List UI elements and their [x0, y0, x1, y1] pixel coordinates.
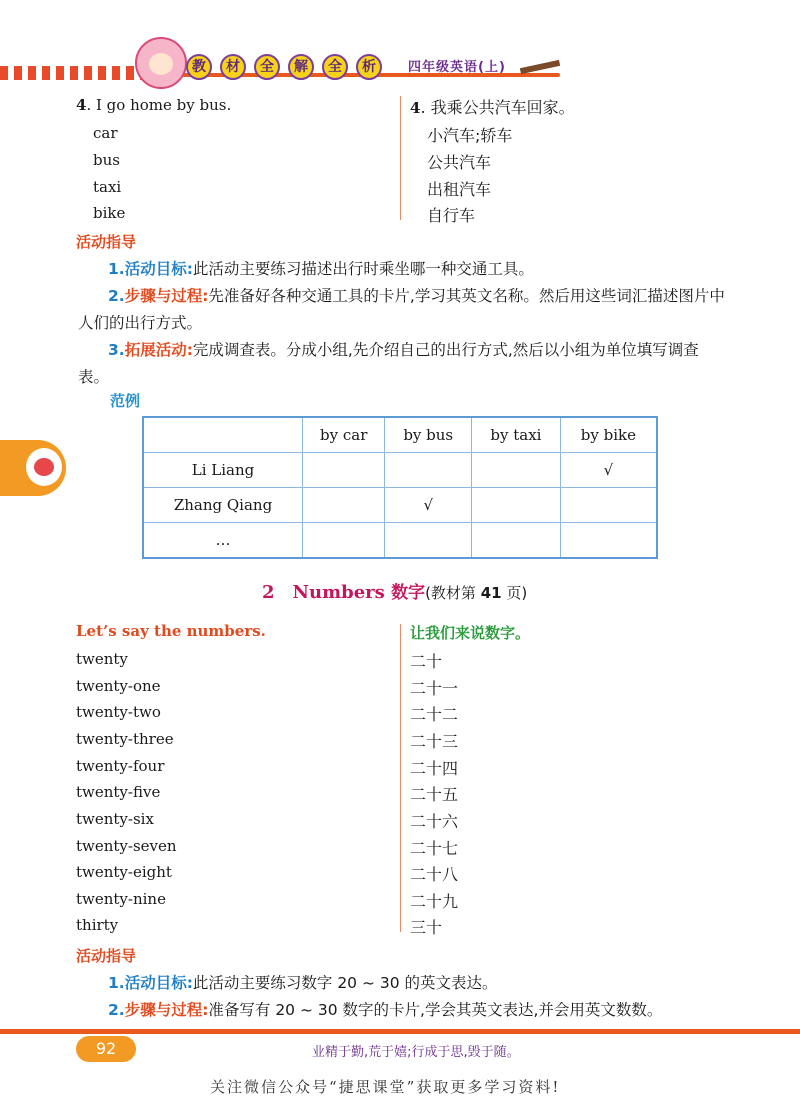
table-cell [472, 453, 561, 488]
activity-guide-heading: 活动指导 [76, 947, 137, 965]
number-en: twenty-five [76, 783, 161, 801]
table-cell: √ [385, 488, 472, 523]
number-en: twenty-eight [76, 863, 172, 881]
number-en: twenty-nine [76, 890, 166, 908]
guide-paragraph: 2.步骤与过程:准备写有 20 ~ 30 数字的卡片,学会其英文表达,并会用英文数数。 [108, 1001, 663, 1019]
numbers-title-zh: 让我们来说数字。 [410, 624, 531, 642]
number-en: thirty [76, 916, 119, 934]
table-header-cell: by bike [560, 417, 657, 453]
footer-motto: 业精于勤,荒于嬉;行成于思,毁于随。 [312, 1045, 520, 1060]
table-cell [560, 523, 657, 559]
watermark-text: 关注微信公众号“捷思课堂”获取更多学习资料! [210, 1078, 561, 1096]
guide-paragraph: 2.步骤与过程:先准备好各种交通工具的卡片,学习其英文名称。然后用这些词汇描述图片中人们的出行方式。 [78, 287, 725, 332]
number-zh: 三十 [410, 918, 443, 937]
number-zh: 二十五 [410, 785, 459, 804]
pencil-icon [520, 60, 560, 74]
number-zh: 二十六 [410, 812, 459, 831]
word-en: taxi [93, 178, 122, 196]
table-header-cell: by bus [385, 417, 472, 453]
table-cell [303, 488, 385, 523]
table-header-cell: by car [303, 417, 385, 453]
section-title: 2 Numbers 数字(教材第 41 页) [262, 582, 528, 603]
sentence-en: 4. I go home by bus. [76, 96, 232, 114]
number-zh: 二十四 [410, 759, 459, 778]
table-cell [303, 453, 385, 488]
table-cell: √ [560, 453, 657, 488]
survey-table [142, 416, 658, 559]
number-zh: 二十九 [410, 892, 459, 911]
guide-paragraph: 3.拓展活动:完成调查表。分成小组,先介绍自己的出行方式,然后以小组为单位填写调查表。 [78, 341, 699, 386]
number-en: twenty-four [76, 757, 165, 775]
number-zh: 二十 [410, 652, 443, 671]
sentence-zh: 4. 我乘公共汽车回家。 [410, 98, 575, 117]
header-char: 全 [254, 54, 280, 80]
word-zh: 小汽车;轿车 [427, 126, 513, 145]
number-zh: 二十三 [410, 732, 459, 751]
table-cell [143, 417, 303, 453]
number-en: twenty-seven [76, 837, 177, 855]
header-char: 析 [356, 54, 382, 80]
number-en: twenty [76, 650, 128, 668]
guide-paragraph: 1.活动目标:此活动主要练习数字 20 ~ 30 的英文表达。 [108, 974, 498, 992]
word-en: car [93, 124, 118, 142]
word-zh: 出租汽车 [427, 180, 492, 199]
header-char: 解 [288, 54, 314, 80]
table-cell [385, 453, 472, 488]
page-number: 92 [76, 1036, 136, 1062]
guide-paragraph: 1.活动目标:此活动主要练习描述出行时乘坐哪一种交通工具。 [108, 260, 534, 278]
header-char: 教 [186, 54, 212, 80]
word-en: bike [93, 204, 126, 222]
table-cell: … [143, 523, 303, 559]
activity-guide-heading: 活动指导 [76, 233, 137, 251]
table-row [143, 453, 657, 488]
number-zh: 二十七 [410, 839, 459, 858]
table-cell [560, 488, 657, 523]
header-subtitle: 四年级英语(上) [408, 60, 506, 75]
number-en: twenty-three [76, 730, 174, 748]
number-en: twenty-two [76, 703, 161, 721]
number-zh: 二十八 [410, 865, 459, 884]
table-header-row [143, 417, 657, 453]
number-en: twenty-one [76, 677, 161, 695]
numbers-title-en: Let’s say the numbers. [76, 622, 266, 640]
word-zh: 自行车 [427, 206, 476, 225]
footer-line [0, 1029, 800, 1034]
word-en: bus [93, 151, 120, 169]
table-header-cell: by taxi [472, 417, 561, 453]
table-cell [385, 523, 472, 559]
number-zh: 二十一 [410, 679, 459, 698]
side-tab [0, 440, 66, 496]
table-cell [303, 523, 385, 559]
column-divider [400, 624, 401, 932]
word-zh: 公共汽车 [427, 153, 492, 172]
mascot-icon [135, 37, 187, 89]
table-cell [472, 523, 561, 559]
number-en: twenty-six [76, 810, 154, 828]
table-cell: Li Liang [143, 453, 303, 488]
header-char: 全 [322, 54, 348, 80]
table-cell: Zhang Qiang [143, 488, 303, 523]
table-row [143, 488, 657, 523]
number-zh: 二十二 [410, 705, 459, 724]
column-divider [400, 96, 401, 220]
table-row [143, 523, 657, 559]
header-char: 材 [220, 54, 246, 80]
example-label: 范例 [110, 392, 141, 410]
table-cell [472, 488, 561, 523]
mascot-face-icon [26, 448, 62, 486]
